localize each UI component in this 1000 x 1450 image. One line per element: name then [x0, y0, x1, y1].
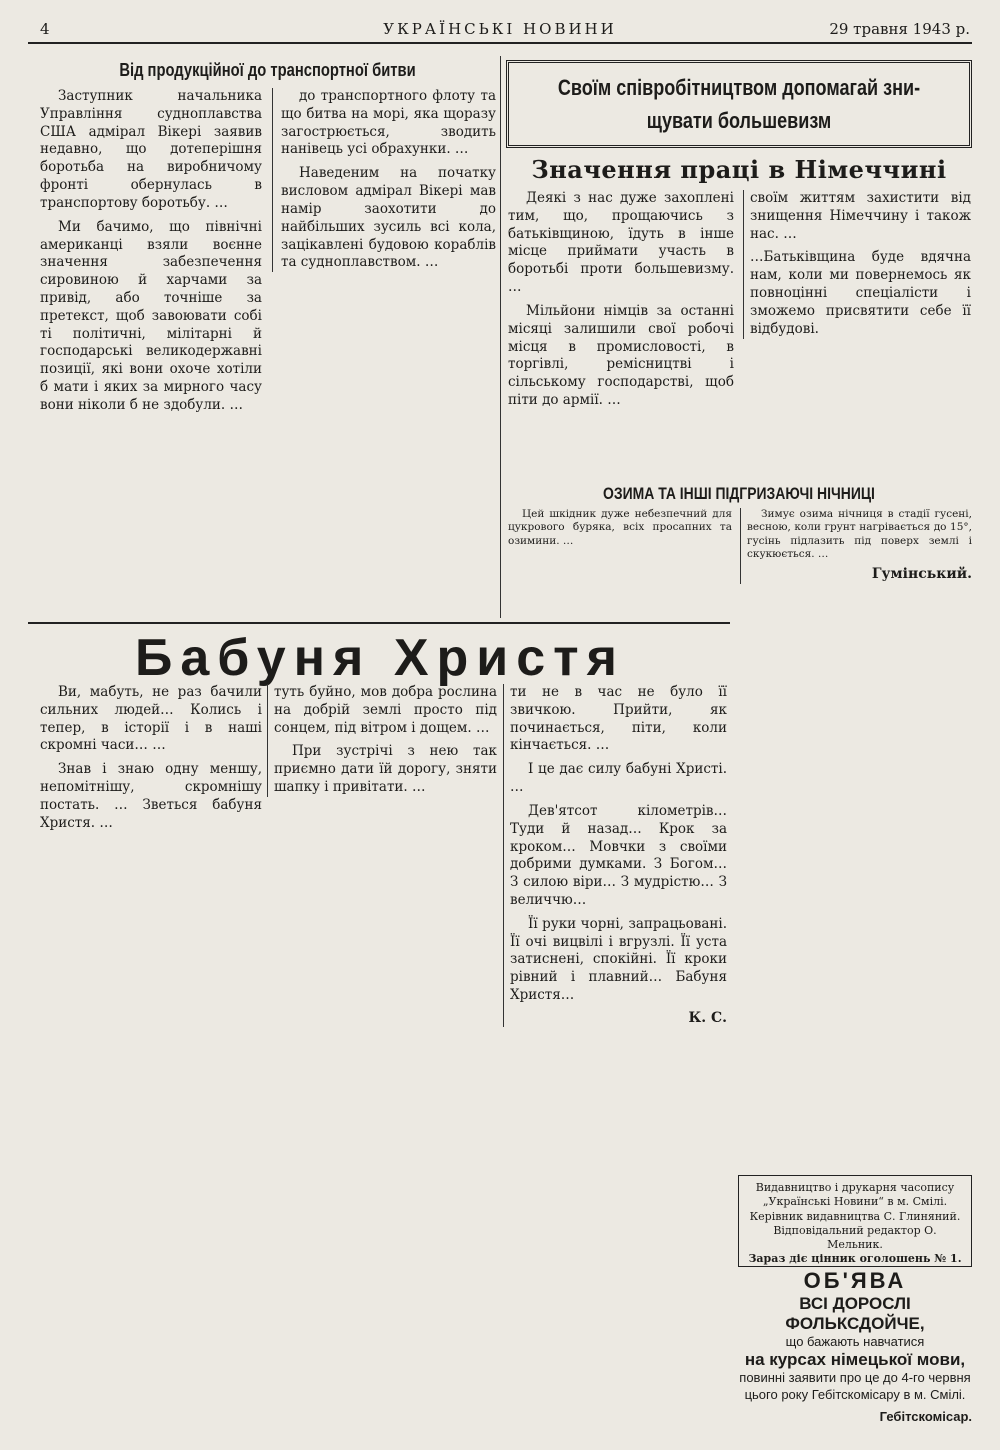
article-transport-col1	[40, 88, 262, 415]
article-grandma-col1	[40, 684, 262, 833]
slogan-box	[506, 60, 972, 148]
paragraph: Знав і знаю одну меншу, непомітнішу, скромнішу постать. … Зветься бабуня Христя. …	[40, 761, 262, 831]
paragraph: Зимує озима нічниця в стадії гусені, весною, коли грунт нагрівається до 15°, гусінь підлазить під поверх землі і скукюється. …	[747, 508, 972, 561]
paragraph: Цей шкідник дуже небезпечний для цукрового буряка, всіх просапних та озимини. …	[508, 508, 732, 547]
middle-rule	[28, 622, 730, 624]
paragraph: до транспортного флоту та що битва на морі, яка щоразу загострюється, зводить нанівець усі обрахунки. …	[281, 88, 496, 158]
paragraph: І це дає силу бабуні Христі. …	[510, 761, 727, 796]
article-transport-col2	[272, 88, 496, 272]
imprint-line: Зараз діє цінник оголошень № 1.	[748, 1252, 962, 1266]
slogan-line: щувати большевизм	[646, 108, 832, 133]
paragraph: своїм життям захистити від знищення Німеччину і також нас. …	[750, 190, 971, 242]
article-grandma-title: Бабуня Христя	[135, 629, 625, 687]
article-labor-col2	[743, 190, 971, 339]
slogan-line: Своїм співробітництвом допомагай зни-	[557, 75, 921, 100]
article-labor-col1	[508, 190, 734, 410]
article-grandma-signature: К. С.	[688, 1009, 727, 1026]
paragraph: Наведеним на початку висловом адмірал Вікері мав намір заохотити до найбільших зусиль всі кола, зацікавлені будовою кораблів та судноплавством. …	[281, 165, 496, 271]
notice-line: ВСІ ДОРОСЛІ ФОЛЬКСДОЙЧЕ,	[785, 1294, 925, 1333]
column-divider	[500, 56, 501, 618]
notice-line: повинні заявити про це до 4-го червня цього року Гебітскомісару в м. Смілі.	[739, 1370, 971, 1402]
imprint-line: Видавництво і друкарня часопису „Українські Новини“ в м. Смілі.	[755, 1181, 955, 1209]
article-labor-title: Значення праці в Німеччині	[531, 155, 947, 184]
article-pests-title: ОЗИМА ТА ІНШІ ПІДГРИЗАЮЧІ НІЧНИЦІ	[603, 484, 875, 503]
page-number: 4	[40, 20, 50, 38]
notice-title: ОБ'ЯВА	[803, 1268, 907, 1293]
paragraph: ти не в час не було її звичкою. Прийти, як починається, піти, коли кінчається. …	[510, 684, 727, 754]
paragraph: туть буйно, мов добра рослина на добрій землі просто під сонцем, під вітром і дощем. …	[274, 684, 497, 736]
paragraph: Ви, мабуть, не раз бачили сильних людей… Колись і тепер, в історії і в наші скромні часи… …	[40, 684, 262, 754]
paper-name: УКРАЇНСЬКІ НОВИНИ	[383, 20, 617, 38]
article-grandma-col3	[503, 684, 727, 1027]
notice-box	[738, 1268, 972, 1424]
article-pests-col2	[740, 508, 972, 584]
paragraph: Ми бачимо, що північні американці взяли воєнне значення забезпечення сировиною й харчами за привід, або точніше за претекст, щоб завоювати собі ті політичні, мілітарні й господарські великодержавні позиції, які вони охоче хотіли б мати і яких за мирного часу вони ніколи б не здобули. …	[40, 218, 262, 413]
paragraph: Заступник начальника Управління судноплавства США адмірал Вікері заявив недавно, що дотеперішня боротьба на виробничому фронті обернулась в транспортову боротьбу. …	[40, 88, 262, 211]
notice-signature: Гебітскомісар.	[879, 1408, 972, 1424]
issue-date: 29 травня 1943 р.	[829, 20, 970, 38]
paragraph: …Батьківщина буде вдячна нам, коли ми повернемось як повноцінні спеціалісти і зможемо присвятити себе її відбудові.	[750, 249, 971, 337]
paragraph: Деякі з нас дуже захоплені тим, що, прощаючись з батьківщиною, їдуть в інше місце приймати участь в боротьбі проти большевизму. …	[508, 190, 734, 296]
paragraph: Мільйони німців за останні місяці залишили свої робочі місця в промисловості, в торгівлі, ремісництві і сільському господарстві, щоб піти до армії. …	[508, 302, 734, 408]
paragraph: Її руки чорні, запрацьовані. Її очі вицвілі і вгрузлі. Її уста затиснені, спокійні. Її кроки рівний і плавний… Бабуня Христя…	[510, 915, 727, 1003]
publisher-imprint	[738, 1175, 972, 1267]
article-grandma-col2	[267, 684, 497, 797]
imprint-line: Відповідальний редактор О. Мельник.	[773, 1223, 937, 1252]
top-rule	[28, 42, 972, 44]
notice-line: на курсах німецької мови,	[744, 1350, 966, 1370]
article-transport-title: Від продукційної до транспортної битви	[119, 60, 416, 80]
notice-line: що бажають навчатися	[785, 1334, 925, 1349]
article-pests-signature: Гумінський.	[871, 565, 972, 582]
imprint-line: Керівник видавництва С. Глиняний.	[749, 1209, 961, 1223]
article-pests-col1	[508, 508, 732, 550]
paragraph: При зустрічі з нею так приємно дати їй дорогу, зняти шапку і привітати. …	[274, 743, 497, 796]
paragraph: Дев'ятсот кілометрів… Туди й назад… Крок за кроком… Мовчки з своїми добрими думками. З Богом… З силою віри… З мудрістю… З величчю…	[510, 802, 727, 908]
